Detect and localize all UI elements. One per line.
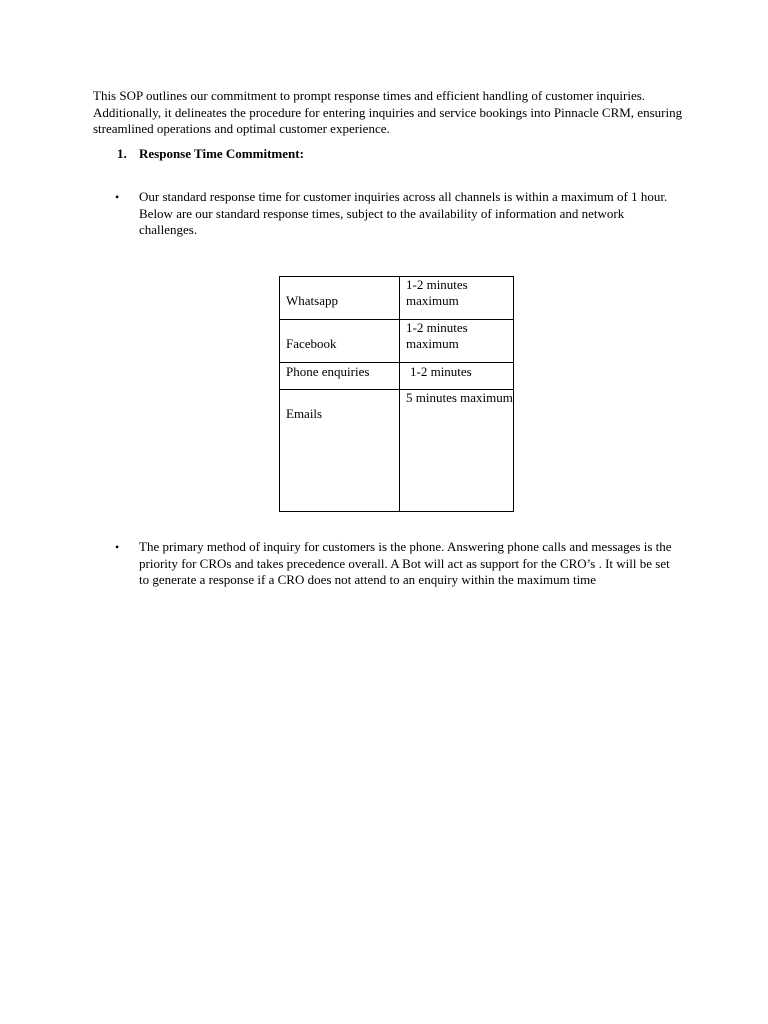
table-row — [280, 320, 514, 363]
bullet-text: Our standard response time for customer inquiries across all channels is within a maximum of 1 hour. Below are our standard response times, subject to the availability of information and network challenges. — [139, 189, 668, 237]
channel-label: Facebook — [286, 336, 337, 351]
table-row — [280, 277, 514, 320]
time-cell — [400, 390, 514, 512]
bullet-text: The primary method of inquiry for customers is the phone. Answering phone calls and messages is the priority for CROs and takes precedence overall. A Bot will act as support for the CRO’s . It will be set to generate a response if a CRO does not attend to an enquiry within the maximum time — [139, 539, 672, 587]
time-cell — [400, 277, 514, 320]
channel-cell — [280, 390, 400, 512]
channel-cell — [280, 363, 400, 390]
channel-cell — [280, 320, 400, 363]
time-cell — [400, 320, 514, 363]
time-value: 1-2 minutes maximum — [406, 320, 468, 351]
bullet-icon: • — [115, 190, 120, 204]
table-row — [280, 390, 514, 512]
time-value: 1-2 minutes — [410, 364, 472, 379]
channel-cell — [280, 277, 400, 320]
channel-label: Whatsapp — [286, 293, 338, 308]
intro-paragraph: This SOP outlines our commitment to prompt response times and efficient handling of customer inquiries. Additionally, it delineates the procedure for entering inquiries and service bookings into Pinnacle CRM, ensuring streamlined operations and optimal customer experience. — [93, 88, 683, 136]
response-time-table — [279, 276, 514, 512]
section-heading-response-time — [117, 146, 304, 163]
time-value: 1-2 minutes maximum — [406, 277, 468, 308]
channel-label: Phone enquiries — [286, 364, 370, 379]
bullet-icon: • — [115, 540, 120, 554]
time-cell — [400, 363, 514, 390]
section-number: 1. — [117, 146, 127, 161]
time-value: 5 minutes maximum — [406, 390, 513, 405]
channel-label: Emails — [286, 406, 323, 421]
section-title: Response Time Commitment: — [139, 146, 304, 161]
table-row — [280, 363, 514, 390]
